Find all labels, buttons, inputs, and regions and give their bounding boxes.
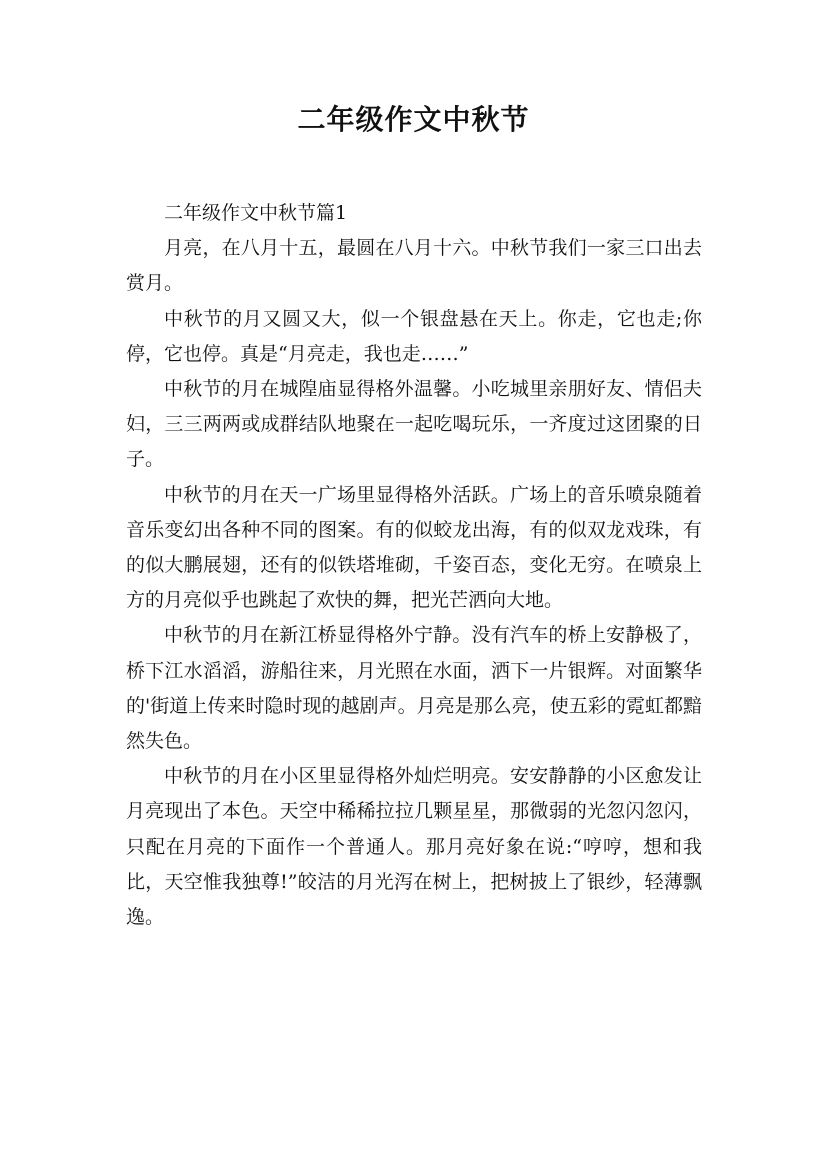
paragraph-4: 中秋节的月在天一广场里显得格外活跃。广场上的音乐喷泉随着音乐变幻出各种不同的图案。有的似蛟龙出海，有的似双龙戏珠，有的似大鹏展翅，还有的似铁塔堆砌，千姿百态，变化无穷。在喷泉上方的月亮似乎也跳起了欢快的舞，把光芒洒向大地。 xyxy=(126,483,702,612)
paragraph-6: 中秋节的月在小区里显得格外灿烂明亮。安安静静的小区愈发让月亮现出了本色。天空中稀稀拉拉几颗星星，那微弱的光忽闪忽闪，只配在月亮的下面作一个普通人。那月亮好象在说:“哼哼，想和我比，天空惟我独尊!”皎洁的月光泻在树上，把树披上了银纱，轻薄飘逸。 xyxy=(126,765,702,929)
document-body xyxy=(126,196,702,935)
document-title: 二年级作文中秋节 xyxy=(297,103,530,136)
paragraph-5: 中秋节的月在新江桥显得格外宁静。没有汽车的桥上安静极了，桥下江水滔滔，游船往来，月光照在水面，洒下一片银辉。对面繁华的'街道上传来时隐时现的越剧声。月亮是那么亮，使五彩的霓虹都黯然失色。 xyxy=(126,624,702,753)
paragraph-2: 中秋节的月又圆又大，似一个银盘悬在天上。你走，它也走;你停，它也停。真是“月亮走，我也走……” xyxy=(126,307,702,365)
section-heading: 二年级作文中秋节篇1 xyxy=(164,202,348,224)
paragraph-3: 中秋节的月在城隍庙显得格外温馨。小吃城里亲朋好友、情侣夫妇，三三两两或成群结队地聚在一起吃喝玩乐，一齐度过这团聚的日子。 xyxy=(126,378,702,471)
paragraph-1: 月亮，在八月十五，最圆在八月十六。中秋节我们一家三口出去赏月。 xyxy=(126,237,702,295)
